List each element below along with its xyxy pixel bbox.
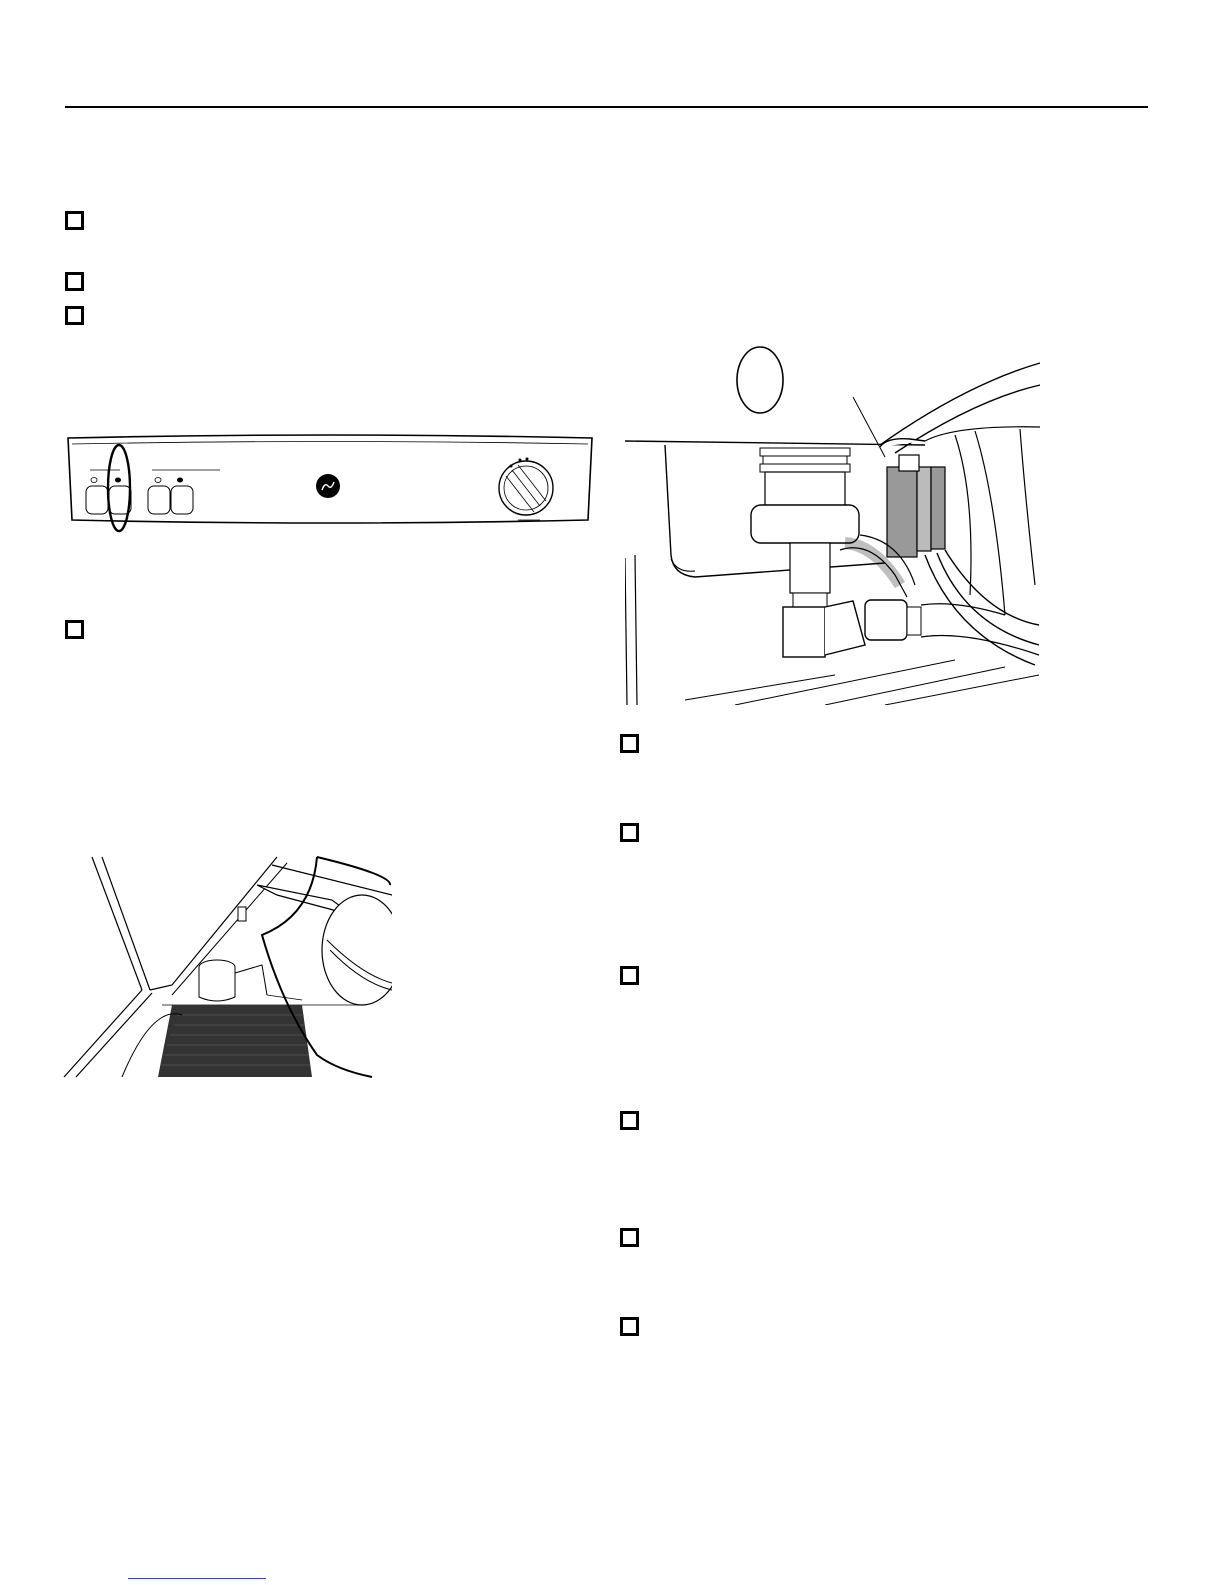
checkbox-left-4[interactable] — [65, 620, 84, 639]
checkbox-right-5[interactable] — [620, 1228, 639, 1247]
footer-link-underline[interactable] — [128, 1578, 266, 1579]
checkbox-left-2[interactable] — [65, 272, 84, 291]
checkbox-left-1[interactable] — [65, 211, 84, 230]
checkbox-right-1[interactable] — [620, 734, 639, 753]
water-valve-illustration — [625, 345, 1045, 705]
checkbox-right-2[interactable] — [620, 823, 639, 842]
checkbox-right-4[interactable] — [620, 1111, 639, 1130]
dishwasher-tub-illustration — [62, 855, 392, 1080]
checkbox-right-3[interactable] — [620, 966, 639, 985]
control-panel-illustration — [60, 430, 600, 540]
checkbox-right-6[interactable] — [620, 1317, 639, 1336]
header-rule — [65, 106, 1148, 108]
checkbox-left-3[interactable] — [65, 306, 84, 325]
